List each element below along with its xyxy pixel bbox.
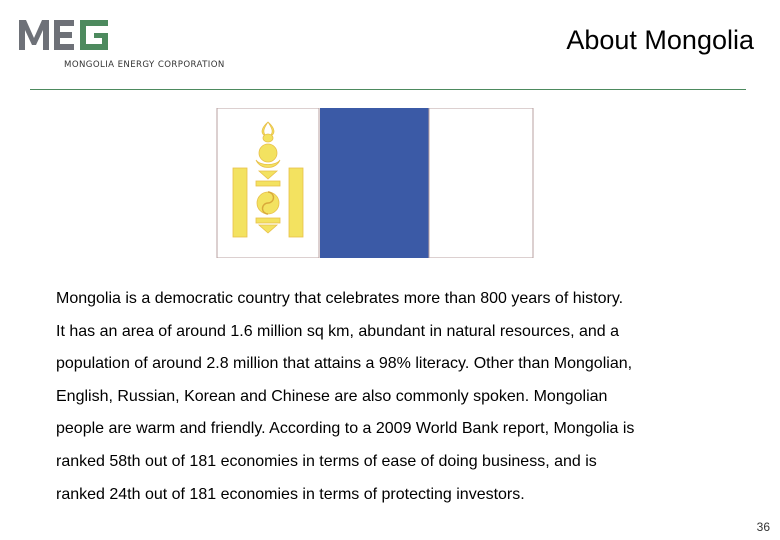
body-line: people are warm and friendly. According to a 2009 World Bank report, Mongolia is xyxy=(56,420,635,438)
body-line: English, Russian, Korean and Chinese are also commonly spoken. Mongolian xyxy=(56,387,608,405)
flag-center-stripe xyxy=(320,108,429,258)
mongolia-flag-image xyxy=(216,108,534,258)
body-line: It has an area of around 1.6 million sq km, abundant in natural resources, and a xyxy=(56,322,620,340)
body-paragraph xyxy=(56,283,756,511)
page-title: About Mongolia xyxy=(566,25,754,55)
body-line: population of around 2.8 million that attains a 98% literacy. Other than Mongolian, xyxy=(56,355,633,373)
body-line: ranked 58th out of 181 economies in terms of ease of doing business, and is xyxy=(56,452,597,470)
header-divider xyxy=(30,89,746,90)
company-logo xyxy=(16,14,256,74)
logo-mark-meg xyxy=(16,14,116,54)
page-number: 36 xyxy=(756,520,770,534)
logo-caption: MONGOLIA ENERGY CORPORATION xyxy=(64,60,225,70)
body-line: Mongolia is a democratic country that celebrates more than 800 years of history. xyxy=(56,290,624,307)
body-line: ranked 24th out of 181 economies in terms of protecting investors. xyxy=(56,485,525,503)
flag-right-stripe xyxy=(429,108,533,258)
